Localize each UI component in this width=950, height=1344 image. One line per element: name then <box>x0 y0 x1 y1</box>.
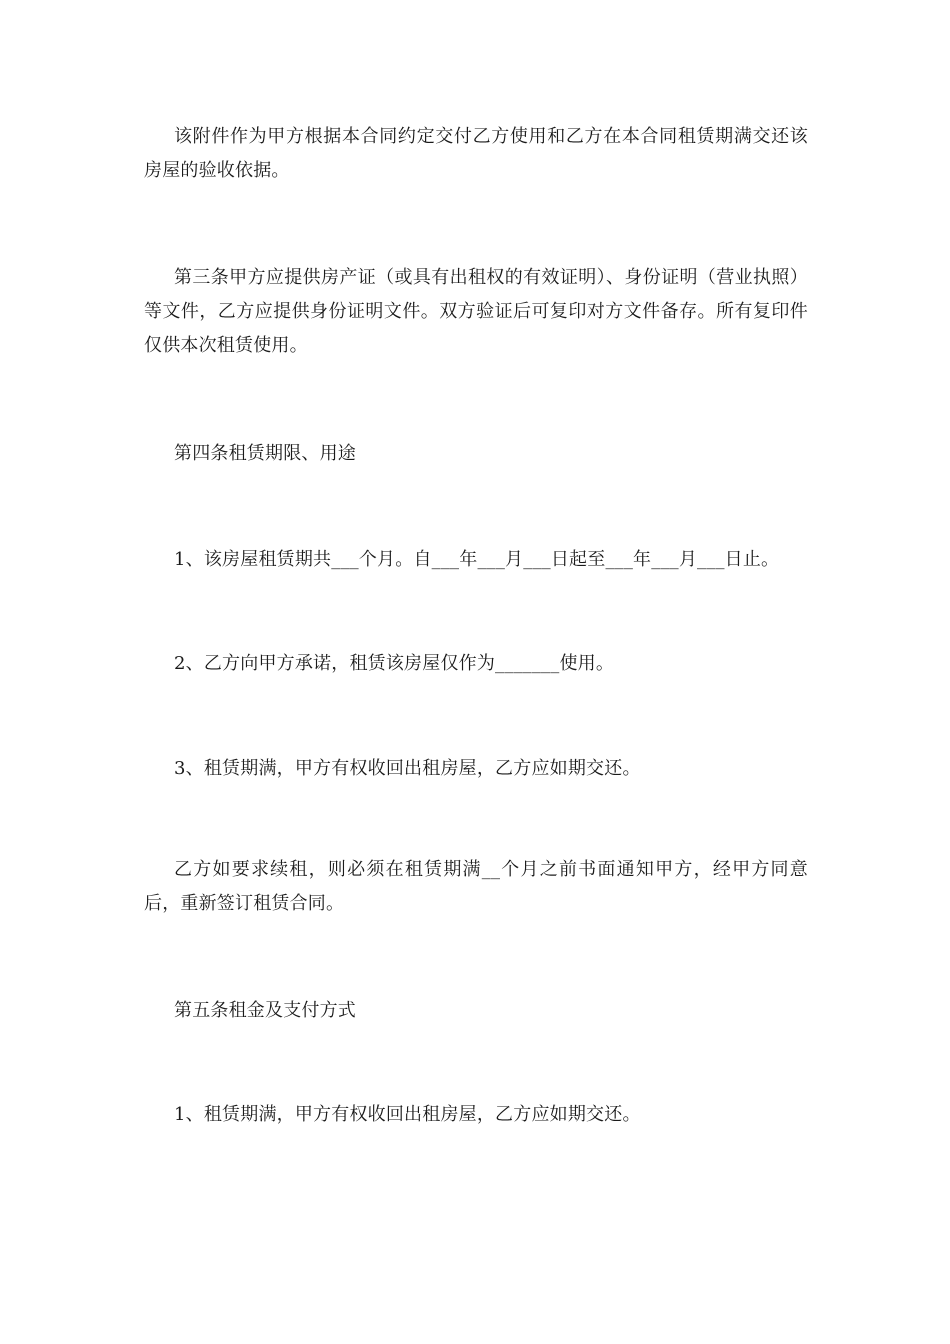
paragraph-article-4-item-2: 2、乙方向甲方承诺，租赁该房屋仅作为_______使用。 <box>174 653 615 674</box>
paragraph-renewal: 乙方如要求续租，则必须在租赁期满__个月之前书面通知甲方，经甲方同意后，重新签订租赁合同。 <box>144 859 808 914</box>
heading-article-5: 第五条租金及支付方式 <box>174 1000 356 1021</box>
paragraph-attachment-basis: 该附件作为甲方根据本合同约定交付乙方使用和乙方在本合同租赁期满交还该房屋的验收依据。 <box>144 126 808 181</box>
paragraph-article-4-item-1: 1、该房屋租赁期共___个月。自___年___月___日起至___年___月___日止。 <box>174 549 780 570</box>
paragraph-article-3: 第三条甲方应提供房产证（或具有出租权的有效证明）、身份证明（营业执照）等文件，乙方应提供身份证明文件。双方验证后可复印对方文件备存。所有复印件仅供本次租赁使用。 <box>144 267 808 356</box>
paragraph-article-4-item-3: 3、租赁期满，甲方有权收回出租房屋，乙方应如期交还。 <box>174 758 641 779</box>
heading-article-4: 第四条租赁期限、用途 <box>174 443 356 464</box>
paragraph-article-5-item-1: 1、租赁期满，甲方有权收回出租房屋，乙方应如期交还。 <box>174 1104 641 1125</box>
